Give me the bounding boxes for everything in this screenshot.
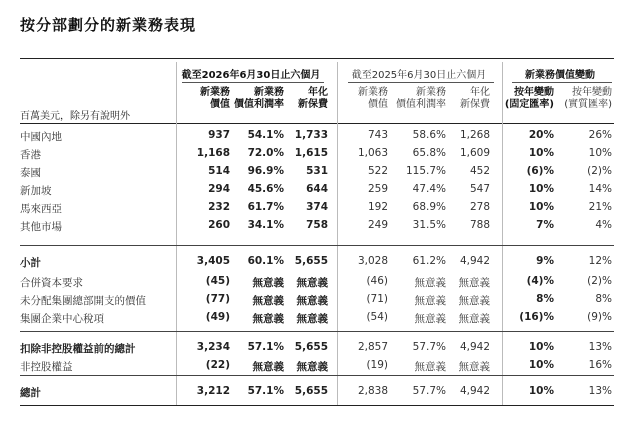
table-cell: (2)% (587, 275, 612, 287)
table-cell: 249 (367, 219, 388, 231)
table-cell: (49) (205, 311, 230, 323)
table-cell: 68.9% (412, 201, 446, 213)
table-cell: 5,655 (294, 385, 328, 397)
table-row (20, 145, 614, 161)
table-cell: 452 (469, 165, 490, 177)
table-cell: 10% (588, 147, 612, 159)
row-label: 總計 (20, 387, 41, 399)
table-cell: 5,655 (294, 341, 328, 353)
table-row (20, 309, 614, 325)
table-cell: 259 (367, 183, 388, 195)
table-cell: 無意義 (414, 313, 446, 325)
table-cell: 13% (588, 385, 612, 397)
row-label: 其他市場 (20, 221, 62, 233)
table-row (20, 291, 614, 307)
table-cell: 4,942 (459, 341, 490, 353)
table-cell: 96.9% (247, 165, 284, 177)
table-cell: 514 (208, 165, 230, 177)
row-label: 新加坡 (20, 185, 52, 197)
table-cell: 10% (528, 385, 554, 397)
table-cell: 294 (208, 183, 230, 195)
table-cell: 1,615 (294, 147, 328, 159)
table-cell: 無意義 (296, 361, 328, 373)
table-row (20, 357, 614, 373)
table-cell: 65.8% (412, 147, 446, 159)
table-cell: 60.1% (247, 255, 284, 267)
table-cell: (54) (366, 311, 388, 323)
table-cell: 34.1% (247, 219, 284, 231)
colhead-2026-margin: 新業務 價值利潤率 (234, 87, 284, 110)
table-cell: 8% (536, 293, 554, 305)
table-row (20, 127, 614, 143)
bottom-rule (20, 405, 614, 406)
table-cell: 3,234 (196, 341, 230, 353)
table-cell: 14% (588, 183, 612, 195)
colhead-change-cer: 按年變動 (固定匯率) (504, 87, 554, 110)
table-row (20, 199, 614, 215)
table-cell: 10% (528, 147, 554, 159)
table-cell: (46) (366, 275, 388, 287)
table-cell: 758 (306, 219, 328, 231)
colhead-2025-margin: 新業務 價值利潤率 (396, 87, 446, 110)
table-cell: 1,063 (357, 147, 388, 159)
table-row (20, 339, 614, 355)
section-rule (20, 245, 614, 246)
table-cell: 232 (208, 201, 230, 213)
table-cell: 547 (469, 183, 490, 195)
table-cell: (16)% (519, 311, 554, 323)
table-cell: 2,857 (357, 341, 388, 353)
table-cell: 無意義 (252, 295, 284, 307)
row-label: 未分配集團總部開支的價值 (20, 295, 146, 307)
table-cell: 115.7% (405, 165, 446, 177)
section-rule (20, 375, 614, 376)
table-cell: 8% (595, 293, 612, 305)
table-cell: 無意義 (252, 313, 284, 325)
table-cell: 5,655 (294, 255, 328, 267)
table-cell: 無意義 (458, 277, 490, 289)
header-rule (20, 123, 614, 124)
row-label: 香港 (20, 149, 41, 161)
table-row (20, 163, 614, 179)
table-cell: (19) (366, 359, 388, 371)
colhead-2026-vnb: 新業務 價值 (200, 87, 230, 110)
colhead-2025-vnb: 新業務 價值 (358, 87, 388, 110)
table-cell: (9)% (587, 311, 612, 323)
section-rule (20, 331, 614, 332)
unit-label: 百萬美元，除另有說明外 (20, 111, 130, 122)
table-cell: 無意義 (252, 277, 284, 289)
table-cell: 644 (306, 183, 328, 195)
table-row (20, 181, 614, 197)
table-row (20, 383, 614, 399)
top-rule (20, 58, 614, 59)
row-label: 合併資本要求 (20, 277, 83, 289)
table-cell: (45) (205, 275, 230, 287)
table-cell: 374 (306, 201, 328, 213)
table-cell: 4,942 (459, 385, 490, 397)
group-header-change: 新業務價值變動 (525, 70, 595, 81)
table-cell: 278 (469, 201, 490, 213)
table-cell: 10% (528, 201, 554, 213)
group-header-2026: 截至2026年6月30日止六個月 (181, 70, 321, 81)
table-cell: 無意義 (296, 313, 328, 325)
table-cell: 無意義 (458, 295, 490, 307)
row-label: 小計 (20, 257, 41, 269)
table-cell: 4% (595, 219, 612, 231)
table-cell: 10% (528, 341, 554, 353)
page-title: 按分部劃分的新業務表現 (20, 16, 197, 34)
table-cell: 192 (367, 201, 388, 213)
table-row (20, 273, 614, 289)
group-underline-2025 (348, 82, 494, 83)
table-cell: 3,405 (196, 255, 230, 267)
table-cell: 260 (208, 219, 230, 231)
table-cell: 無意義 (414, 295, 446, 307)
table-cell: 788 (469, 219, 490, 231)
colhead-change-aer: 按年變動 (實質匯率) (564, 87, 612, 110)
table-cell: 13% (588, 341, 612, 353)
table-cell: 522 (367, 165, 388, 177)
table-cell: 72.0% (247, 147, 284, 159)
table-cell: 無意義 (252, 361, 284, 373)
table-cell: 9% (536, 255, 554, 267)
table-cell: 2,838 (357, 385, 388, 397)
table-cell: 1,268 (459, 129, 490, 141)
table-cell: 無意義 (296, 277, 328, 289)
table-cell: 45.6% (247, 183, 284, 195)
table-cell: 12% (588, 255, 612, 267)
row-label: 中國內地 (20, 131, 62, 143)
table-cell: 4,942 (459, 255, 490, 267)
colhead-2026-ape: 年化 新保費 (298, 87, 328, 110)
table-cell: 47.4% (412, 183, 446, 195)
colhead-2025-ape: 年化 新保費 (460, 87, 490, 110)
table-row (20, 217, 614, 233)
table-cell: 26% (588, 129, 612, 141)
group-underline-2026 (182, 82, 324, 83)
table-cell: 3,028 (357, 255, 388, 267)
table-cell: 20% (528, 129, 554, 141)
table-cell: 57.1% (247, 341, 284, 353)
table-cell: 1,609 (459, 147, 490, 159)
table-cell: 10% (528, 359, 554, 371)
table-cell: 61.7% (247, 201, 284, 213)
table-cell: 16% (588, 359, 612, 371)
table-cell: 57.7% (412, 341, 446, 353)
table-cell: 57.1% (247, 385, 284, 397)
table-cell: 58.6% (412, 129, 446, 141)
table-cell: 31.5% (412, 219, 446, 231)
table-cell: (6)% (526, 165, 554, 177)
table-cell: 54.1% (247, 129, 284, 141)
table-cell: (71) (366, 293, 388, 305)
table-cell: 57.7% (412, 385, 446, 397)
group-underline-change (512, 82, 612, 83)
table-cell: 3,212 (196, 385, 230, 397)
table-cell: 1,168 (196, 147, 230, 159)
table-cell: 無意義 (458, 361, 490, 373)
row-label: 非控股權益 (20, 361, 73, 373)
table-cell: 743 (367, 129, 388, 141)
table-cell: 無意義 (414, 361, 446, 373)
table-cell: 無意義 (296, 295, 328, 307)
row-label: 集團企業中心稅項 (20, 313, 104, 325)
table-cell: 531 (306, 165, 328, 177)
table-cell: 1,733 (294, 129, 328, 141)
row-label: 泰國 (20, 167, 41, 179)
group-header-2025: 截至2025年6月30日止六個月 (351, 70, 487, 81)
table-cell: (2)% (587, 165, 612, 177)
table-cell: 7% (536, 219, 554, 231)
table-cell: 無意義 (458, 313, 490, 325)
table-cell: (22) (205, 359, 230, 371)
table-cell: 10% (528, 183, 554, 195)
table-cell: 21% (588, 201, 612, 213)
row-label: 扣除非控股權益前的總計 (20, 343, 136, 355)
table-cell: (77) (205, 293, 230, 305)
row-label: 馬來西亞 (20, 203, 62, 215)
table-cell: (4)% (526, 275, 554, 287)
table-cell: 無意義 (414, 277, 446, 289)
table-cell: 61.2% (412, 255, 446, 267)
table-row (20, 253, 614, 269)
table-cell: 937 (208, 129, 230, 141)
